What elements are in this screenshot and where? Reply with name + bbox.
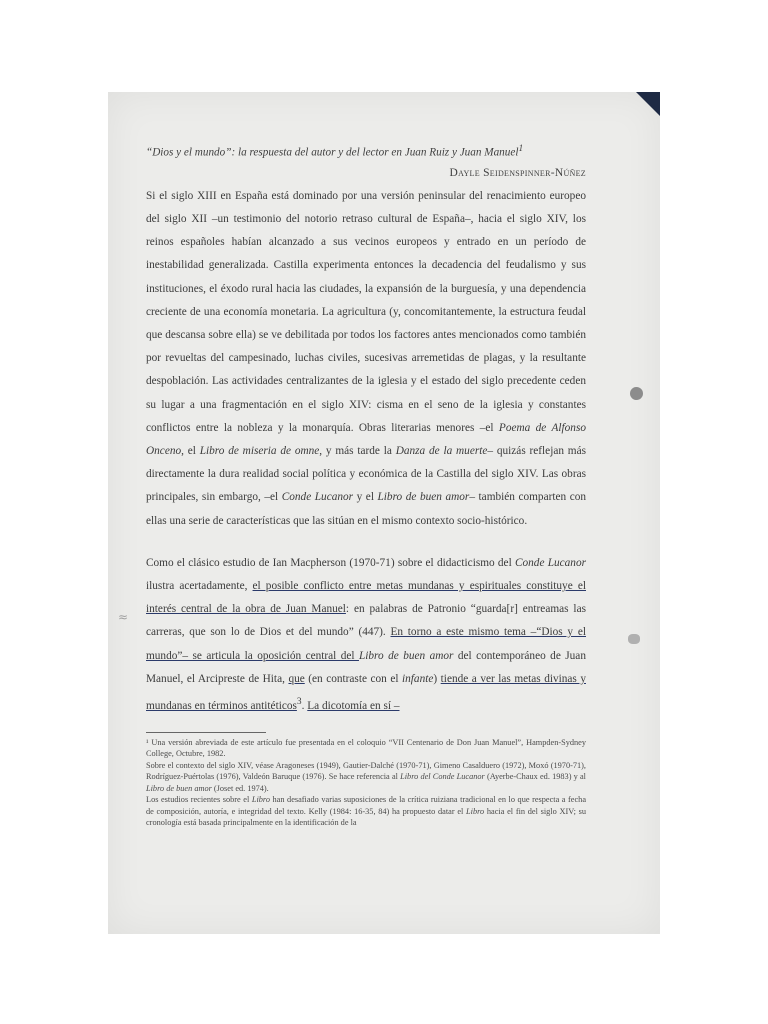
paragraph-2: Como el clásico estudio de Ian Macpherson (1970-71) sobre el didacticismo del Conde Lucanor ilustra acertadamente, el posible conflicto entre metas mundanas y espirituales constituye el interés central de la obra de Juan Manuel: en palabras de Patronio “guarda[r] entreamas las carreras, que son lo de Dios et del mundo” (447). En torno a este mismo tema –“Dios y el mundo”– se articula la oposición central del Libro de buen amor del contemporáneo de Juan Manuel, el Arcipreste de Hita, que (en contraste con el infante) tiende a ver las metas divinas y mundanas en términos antitéticos$^3$. La dicotomía en sí – bbox=[146, 556, 586, 712]
document-body bbox=[146, 144, 586, 829]
footnote-rule bbox=[146, 732, 266, 733]
punch-hole bbox=[628, 634, 640, 644]
margin-mark: ≈ bbox=[118, 610, 129, 624]
folded-corner bbox=[634, 92, 660, 118]
footnote-2: Sobre el contexto del siglo XIV, véase Aragoneses (1949), Gautier-Dalché (1970-71), Gimeno Casalduero (1972), Moxó (1970-71), Rodríguez-Puértolas (1976), Valdeón Baruque (1976). Se hace referencia al Libro del Conde Lucanor (Ayerbe-Chaux ed. 1983) y al Libro de buen amor (Joset ed. 1974). bbox=[146, 760, 586, 793]
footnotes bbox=[146, 737, 586, 829]
underlined-text: tiende a ver las metas divinas y mundanas en términos antitéticos bbox=[146, 672, 586, 712]
paragraph-1: Si el siglo XIII en España está dominado por una versión peninsular del renacimiento europeo del siglo XII –un testimonio del notorio retraso cultural de España–, hacia el siglo XIV, los reinos españoles habían alcanzado a sus vecinos europeos y entrado en un período de inestabilidad generalizada. Castilla experimenta entonces la decadencia del feudalismo y sus instituciones, el éxodo rural hacia las ciudades, la expansión de la burguesía, y una dependencia creciente de una economía monetaria. La agricultura (y, concomitantemente, la estructura feudal que descansa sobre ella) se ve debilitada por todos los factores antes mencionados como también por revueltas del campesinado, luchas civiles, sucesivas arremetidas de plagas, y la resultante despoblación. Las actividades centralizantes de la iglesia y el estado del siglo precedente ceden su lugar a una fragmentación en el siglo XIV: cisma en el seno de la iglesia y constantes conflictos entre la nobleza y la monarquía. Obras literarias menores –el Poema de Alfonso Onceno, el Libro de miseria de omne, y más tarde la Danza de la muerte– quizás reflejan más directamente la dura realidad social política y económica de la Castilla del siglo XIV. Las obras principales, sin embargo, –el Conde Lucanor y el Libro de buen amor– también comparten con ellas una serie de características que las sitúan en el mismo contexto socio-histórico. bbox=[146, 189, 587, 527]
underlined-text: que bbox=[288, 672, 305, 685]
footnote-1: ¹ Una versión abreviada de este artículo fue presentada en el coloquio “VII Centenario de Don Juan Manuel”, Hampden-Sydney College, Octubre, 1982. bbox=[146, 737, 586, 759]
underlined-text: el posible conflicto entre metas mundanas y espirituales constituye el interés central de la obra de Juan Manuel bbox=[146, 579, 586, 616]
punch-hole bbox=[630, 387, 643, 400]
article-title: “Dios y el mundo”: la respuesta del autor y del lector en Juan Ruiz y Juan Manuel$^1$ bbox=[146, 144, 524, 159]
underlined-text: En torno a este mismo tema –“Dios y el mundo”– se articula la oposición central del bbox=[146, 626, 586, 662]
footnote-3: Los estudios recientes sobre el Libro han desafiado varias suposiciones de la crítica ruiziana tradicional en lo que respecta a fecha de composición, autoría, e integridad del texto. Kelly (1984: 16-35, 84) ha propuesto datar el Libro hacia el fin del siglo XIV; su cronología está basada principalmente en la identificación de la bbox=[146, 795, 586, 828]
underlined-text: La dicotomía en sí – bbox=[307, 699, 400, 712]
author-name: Dayle Seidenspinner-Núñez bbox=[449, 166, 586, 179]
scanned-page bbox=[108, 92, 660, 934]
